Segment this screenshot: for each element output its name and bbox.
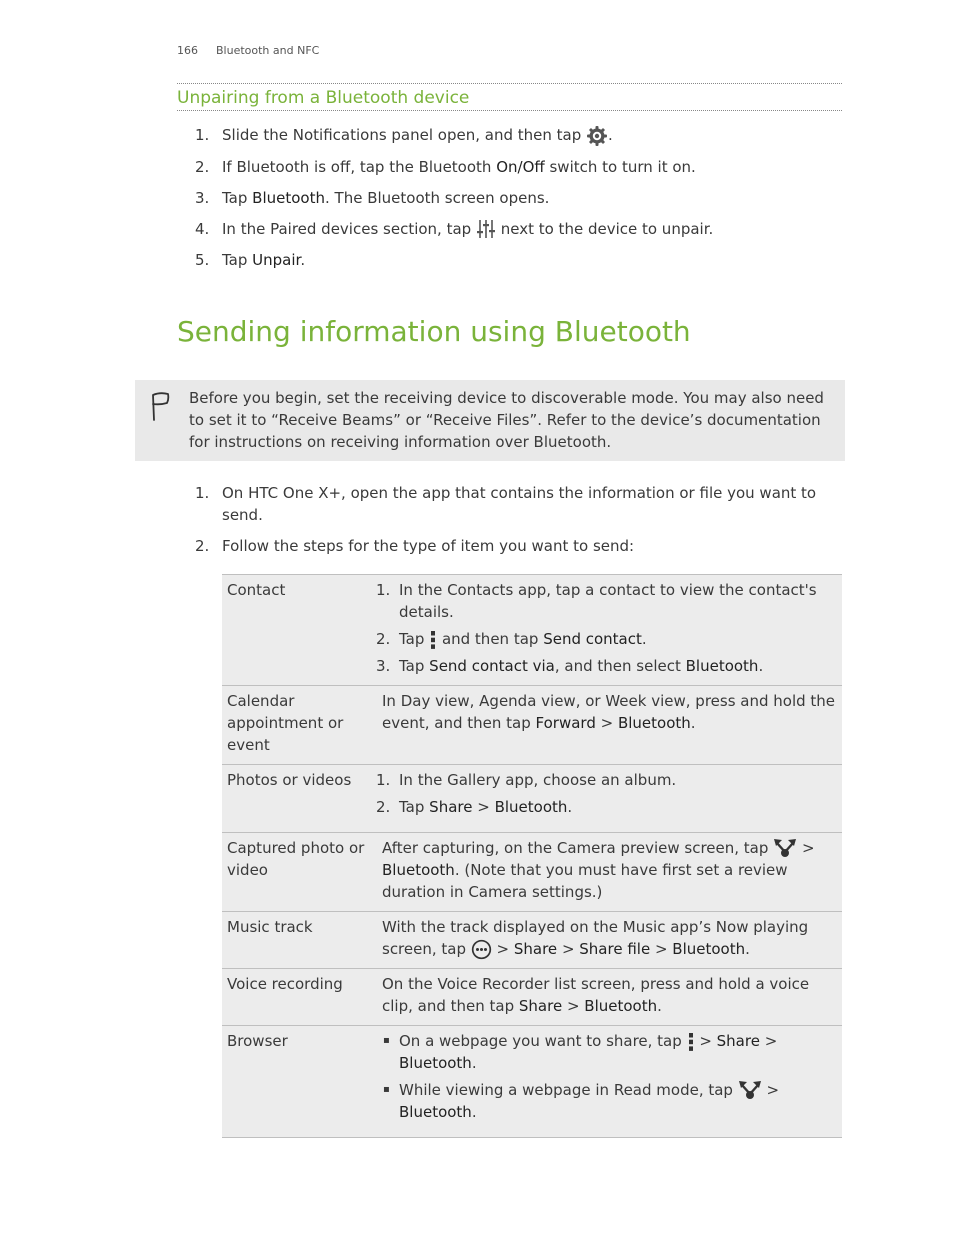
row-label: Calendar appointment or event xyxy=(222,686,377,765)
divider xyxy=(177,110,842,111)
list-item: 3. Tap Send contact via, and then select Bluetooth. xyxy=(376,657,764,675)
list-item: 2. Tap Share > Bluetooth. xyxy=(376,798,573,816)
page-header xyxy=(177,44,337,57)
table-row xyxy=(222,765,842,833)
row-content: In Day view, Agenda view, or Week view, press and hold the event, and then tap Forward > Bluetooth. xyxy=(377,686,842,765)
table-row xyxy=(222,833,842,912)
list-item: 1. On HTC One X+, open the app that contains the information or file you want to send. xyxy=(195,484,817,524)
row-label: Voice recording xyxy=(222,969,377,1026)
note-text: Before you begin, set the receiving device to discoverable mode. You may also need to set it to “Receive Beams” or “Receive Files”. Refer to the device’s documentation for instructions on receiving information over Bluetooth. xyxy=(189,389,824,451)
list-item: 3. Tap Bluetooth. The Bluetooth screen opens. xyxy=(195,188,550,207)
row-label: Contact xyxy=(222,575,377,686)
divider xyxy=(177,83,842,84)
row-content xyxy=(377,575,842,686)
table-row xyxy=(222,1026,842,1138)
page-number: 166 xyxy=(177,44,198,57)
item-type-table xyxy=(222,574,842,1138)
list-item: ▪ While viewing a webpage in Read mode, tap > Bluetooth. xyxy=(383,1081,780,1121)
note-flag-icon xyxy=(149,392,171,422)
list-item: 2. If Bluetooth is off, tap the Bluetooth On/Off switch to turn it on. xyxy=(195,157,696,176)
section-heading: Unpairing from a Bluetooth device xyxy=(177,88,470,108)
list-item: 1. In the Contacts app, tap a contact to view the contact's details. xyxy=(376,581,817,621)
share-icon xyxy=(773,839,797,859)
table-row xyxy=(222,969,842,1026)
row-content: With the track displayed on the Music app’s Now playing screen, tap > Share > Share file > Bluetooth. xyxy=(377,912,842,969)
row-label: Captured photo or video xyxy=(222,833,377,912)
menu-dots-icon xyxy=(687,1032,695,1052)
send-steps xyxy=(177,482,842,557)
share-icon xyxy=(738,1081,762,1101)
table-row xyxy=(222,912,842,969)
row-content: On the Voice Recorder list screen, press and hold a voice clip, and then tap Share > Bluetooth. xyxy=(377,969,842,1026)
menu-dots-icon xyxy=(429,630,437,650)
note-box xyxy=(135,380,845,461)
row-label: Music track xyxy=(222,912,377,969)
settings-sliders-icon xyxy=(476,219,496,239)
list-item: 2. Follow the steps for the type of item you want to send: xyxy=(195,537,635,555)
list-item: ▪ On a webpage you want to share, tap > Share > Bluetooth. xyxy=(383,1032,778,1072)
list-item: 4. In the Paired devices section, tap next to the device to unpair. xyxy=(195,219,714,238)
list-item: 2. Tap and then tap Send contact. xyxy=(376,630,647,648)
row-label: Photos or videos xyxy=(222,765,377,833)
table-row xyxy=(222,575,842,686)
row-content xyxy=(377,765,842,833)
row-content: After capturing, on the Camera preview screen, tap > Bluetooth. (Note that you must have first set a review duration in Camera settings.) xyxy=(377,833,842,912)
bullet: ▪ xyxy=(383,1084,390,1095)
bullet: ▪ xyxy=(383,1035,390,1046)
section-title: Sending information using Bluetooth xyxy=(177,315,691,348)
list-item: 1. Slide the Notifications panel open, and then tap . xyxy=(177,124,842,147)
more-icon xyxy=(471,939,492,960)
row-label: Browser xyxy=(222,1026,377,1138)
chapter-title: Bluetooth and NFC xyxy=(216,44,320,57)
row-content xyxy=(377,1026,842,1138)
settings-gear-icon xyxy=(586,125,608,147)
table-row xyxy=(222,686,842,765)
list-item: 1. In the Gallery app, choose an album. xyxy=(376,771,677,789)
list-item: 5. Tap Unpair. xyxy=(195,250,306,269)
unpair-steps xyxy=(177,124,842,271)
